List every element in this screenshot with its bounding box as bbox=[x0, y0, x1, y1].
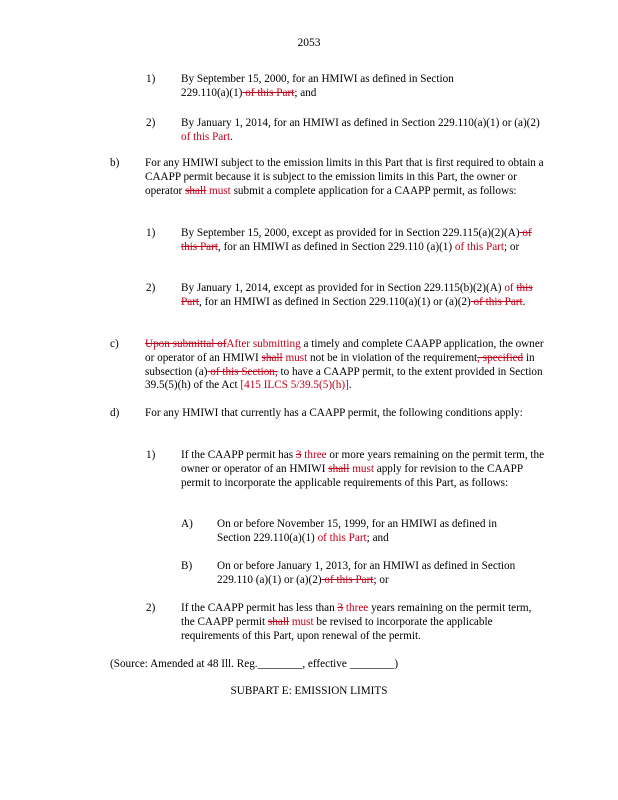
item-text: Upon submittal ofAfter submitting a timely and complete CAAPP application, the owner or operator of an HMIWI shall must not be in violation of the requirement, specified in subsection (a) of this Section, to have a CAAPP permit, to the extent provided in Section 39.5(5)(h) of the Act [415 ILCS 5/39.5(5)(h)]. bbox=[145, 338, 544, 392]
deleted-text: of this Part bbox=[181, 227, 532, 253]
inserted-text: of this Part bbox=[181, 130, 231, 143]
item-text: If the CAAPP permit has 3 three or more years remaining on the permit term, the owner or operator of an HMIWI shall must apply for revision to the CAAPP permit to incorporate the applicable requirements of this Part, as follows: bbox=[181, 449, 545, 489]
item-text: By September 15, 2000, except as provided for in Section 229.115(a)(2)(A) of this Part, for an HMIWI as defined in Section 229.110 (a)(1) of this Part; or bbox=[181, 227, 532, 253]
deleted-text: of this Part bbox=[321, 573, 374, 586]
subpart-heading: SUBPART E: EMISSION LIMITS bbox=[230, 685, 388, 697]
deleted-text: , specified bbox=[477, 351, 524, 364]
item-label: 2) bbox=[146, 117, 156, 129]
inserted-text: must bbox=[206, 184, 231, 197]
item-label: 1) bbox=[146, 73, 156, 85]
deleted-text: shall bbox=[261, 351, 283, 364]
item-label: c) bbox=[110, 338, 119, 350]
item-label: 1) bbox=[146, 449, 156, 461]
item-text: By January 1, 2014, except as provided for in Section 229.115(b)(2)(A) of this Part, for an HMIWI as defined in Section 229.110(a)(1) or (a)(2) of this Part. bbox=[181, 282, 533, 308]
item-label: 2) bbox=[146, 282, 156, 294]
source-note: (Source: Amended at 48 Ill. Reg.________, effective ________) bbox=[110, 658, 399, 670]
deleted-text: this Part bbox=[181, 282, 533, 308]
item-label: 1) bbox=[146, 227, 156, 239]
item-label: A) bbox=[181, 518, 193, 530]
page-number: 2053 bbox=[297, 37, 321, 49]
inserted-text: of bbox=[501, 282, 514, 294]
deleted-text: shall bbox=[328, 462, 350, 475]
inserted-text: After submitting bbox=[226, 338, 301, 350]
item-label: B) bbox=[181, 560, 193, 572]
deleted-text: 3 bbox=[337, 602, 344, 614]
inserted-text: three bbox=[301, 449, 327, 461]
inserted-text: must bbox=[282, 351, 308, 364]
item-label: 2) bbox=[146, 602, 156, 614]
inserted-text: must bbox=[289, 615, 314, 628]
deleted-text: Upon submittal of bbox=[145, 338, 227, 350]
item-text: By January 1, 2014, for an HMIWI as defined in Section 229.110(a)(1) or (a)(2) of this Part. bbox=[181, 117, 540, 143]
deleted-text: 3 bbox=[295, 449, 302, 461]
inserted-text: three bbox=[343, 602, 369, 614]
item-text: For any HMIWI subject to the emission limits in this Part that is first required to obtain a CAAPP permit because it is subject to the emission limits in this Part, the owner or operator shall must submit a complete application for a CAAPP permit, as follows: bbox=[145, 157, 544, 197]
item-text: For any HMIWI that currently has a CAAPP permit, the following conditions apply: bbox=[145, 407, 523, 419]
inserted-text: [415 ILCS 5/39.5(5)(h)] bbox=[240, 379, 349, 392]
inserted-text: of this Part bbox=[314, 531, 367, 544]
inserted-text: of this Part bbox=[452, 240, 505, 253]
inserted-text: must bbox=[349, 462, 374, 475]
item-text: By September 15, 2000, for an HMIWI as defined in Section 229.110(a)(1) of this Part; and bbox=[181, 73, 454, 99]
item-text: On or before January 1, 2013, for an HMIWI as defined in Section 229.110 (a)(1) or (a)(2) of this Part; or bbox=[217, 560, 516, 586]
item-label: d) bbox=[110, 407, 120, 419]
deleted-text: of this Part bbox=[242, 86, 295, 99]
item-text: If the CAAPP permit has less than 3 three years remaining on the permit term, the CAAPP permit shall must be revised to incorporate the applicable requirements of this Part, upon renewal of the permit. bbox=[181, 602, 532, 642]
deleted-text: of this Section, bbox=[207, 365, 278, 378]
deleted-text: of this Part bbox=[470, 295, 523, 308]
item-text: On or before November 15, 1999, for an HMIWI as defined in Section 229.110(a)(1) of this Part; and bbox=[217, 518, 497, 544]
item-label: b) bbox=[110, 157, 120, 169]
deleted-text: shall bbox=[185, 184, 207, 197]
deleted-text: shall bbox=[267, 615, 290, 628]
